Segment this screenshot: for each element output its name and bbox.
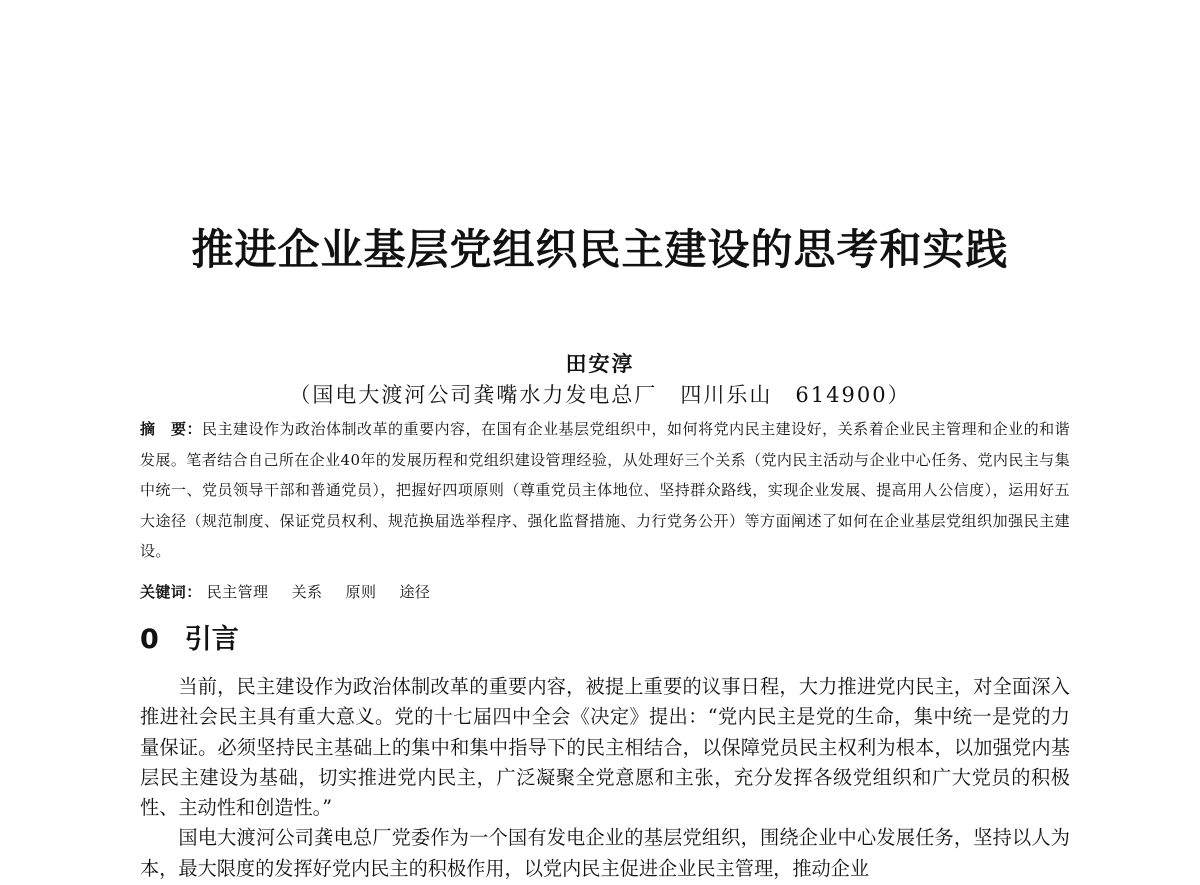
keywords (140, 578, 1070, 606)
author-affiliation: （国电大渡河公司龚嘴水力发电总厂 四川乐山 614900） (289, 383, 911, 407)
body-text (140, 672, 1070, 884)
body-paragraph: 国电大渡河公司龚电总厂党委作为一个国有发电企业的基层党组织，围绕企业中心发展任务，坚持以人为本，最大限度的发挥好党内民主的积极作用，以党内民主促进企业民主管理，推动企业 (140, 826, 1070, 880)
abstract (140, 414, 1070, 567)
paper-title: 推进企业基层党组织民主建设的思考和实践 (191, 225, 1009, 274)
section-title: 引言 (184, 624, 239, 655)
section-heading (140, 620, 239, 660)
abstract-label: 摘 要： (140, 420, 203, 438)
keyword-item: 途径 (399, 583, 431, 601)
keyword-item: 关系 (291, 583, 323, 601)
section-number: 0 (140, 624, 159, 655)
keywords-label: 关键词： (140, 583, 202, 601)
body-paragraph: 当前，民主建设作为政治体制改革的重要内容，被提上重要的议事日程，大力推进党内民主，对全面深入推进社会民主具有重大意义。党的十七届四中全会《决定》提出：“党内民主是党的生命，集中统一是党的力量保证。必须坚持民主基础上的集中和集中指导下的民主相结合，以保障党员民主权利为根本，以加强党内基层民主建设为基础，切实推进党内民主，广泛凝聚全党意愿和主张，充分发挥各级党组织和广大党员的积极性、主动性和创造性。” (140, 675, 1070, 820)
keyword-item: 民主管理 (206, 583, 269, 601)
author-name: 田安淳 (565, 351, 635, 376)
keyword-item: 原则 (345, 583, 377, 601)
abstract-text: 民主建设作为政治体制改革的重要内容，在国有企业基层党组织中，如何将党内民主建设好，关系着企业民主管理和企业的和谐发展。笔者结合自己所在企业40年的发展历程和党组织建设管理经验，从处理好三个关系（党内民主活动与企业中心任务、党内民主与集中统一、党员领导干部和普通党员），把握好四项原则（尊重党员主体地位、坚持群众路线，实现企业发展、提高用人公信度），运用好五大途径（规范制度、保证党员权利、规范换届选举程序、强化监督措施、力行党务公开）等方面阐述了如何在企业基层党组织加强民主建设。 (140, 420, 1070, 560)
